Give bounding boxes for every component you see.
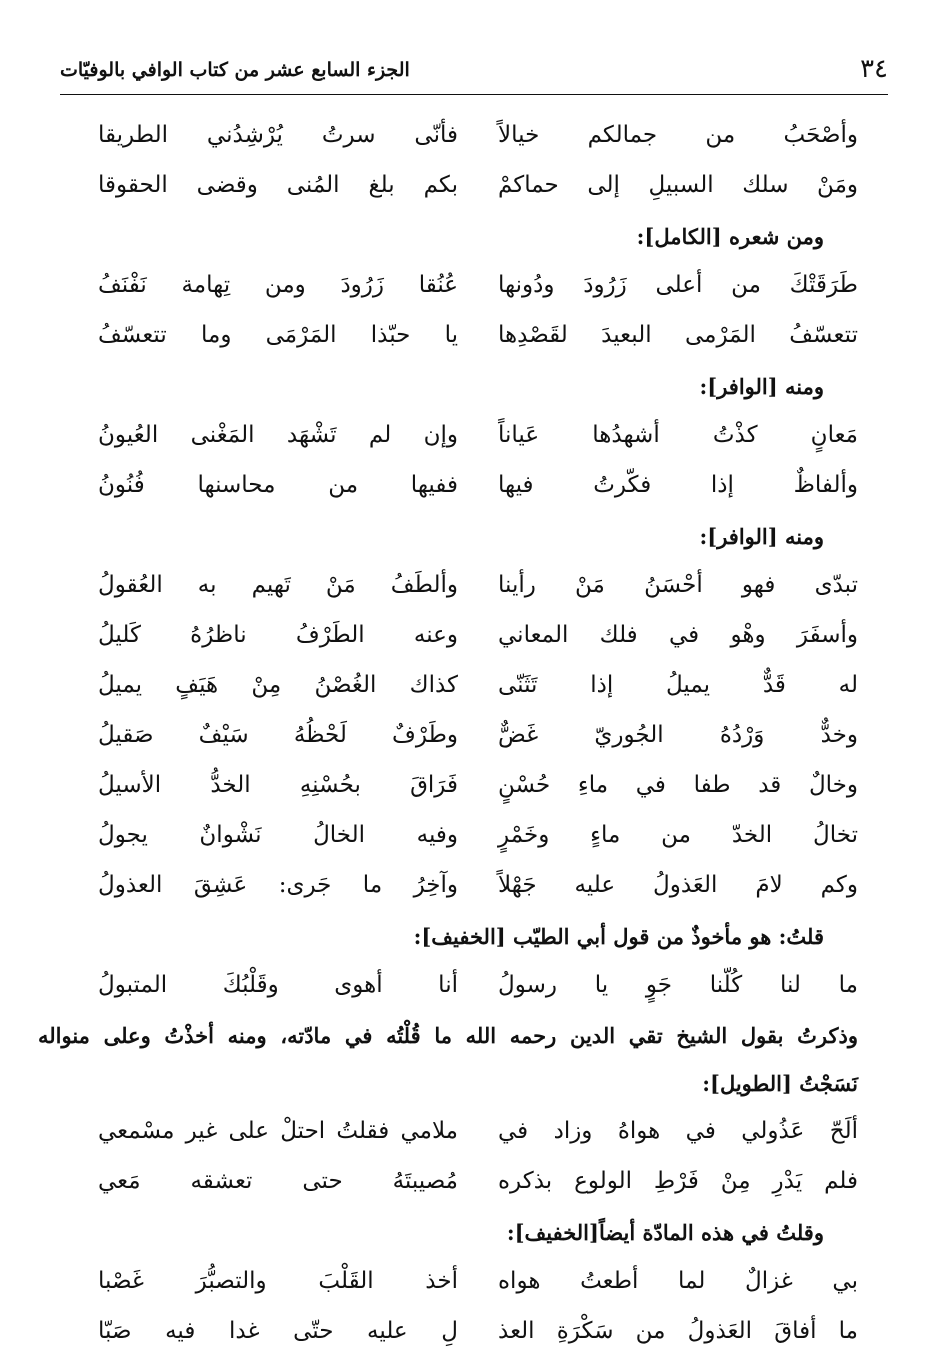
- first-hemistich: وخدٌّ وَرْدُهُ الجُوريّ غَضٌّ: [498, 722, 858, 748]
- first-hemistich: تخالُ الخدّ من ماءٍ وخَمْرٍ: [498, 822, 858, 848]
- second-hemistich: ففيها من محاسنها فُنُونُ: [98, 472, 458, 498]
- verse-line: [40, 1158, 858, 1208]
- first-hemistich: مَعانٍ كذْتُ أشهدُها عَياناً: [498, 422, 858, 448]
- verse-line: [40, 762, 858, 812]
- verse-line: [40, 812, 858, 862]
- second-hemistich: فأنّى سرتُ يُرْشِدُني الطريقا: [98, 122, 458, 148]
- prose-paragraph: [40, 1012, 858, 1108]
- first-hemistich: وخالٌ قد طفا في ماءِ حُسْنٍ: [498, 772, 858, 798]
- second-hemistich: مُصيبتَهُ حتى تعشقه مَعي: [98, 1168, 458, 1194]
- first-hemistich: فلم يَدْرِ مِنْ فَرْطِ الولوع بذكره: [498, 1168, 858, 1194]
- first-hemistich: ومَنْ سلك السبيلِ إلى حماكمْ: [498, 172, 858, 198]
- second-hemistich: بكم بلغ المُنى وقضى الحقوقا: [98, 172, 458, 198]
- second-hemistich: فَرَاقَ بحُسْنِهِ الخدُّ الأسيلُ: [98, 772, 458, 798]
- verse-line: [40, 112, 858, 162]
- second-hemistich: كذاك الغُصْنُ مِنْ هَيَفٍ يميلُ: [98, 672, 458, 698]
- page-header: [60, 50, 888, 95]
- second-hemistich: أخذ القَلْبَ والتصبُّرَ غَصْبا: [98, 1268, 458, 1294]
- verse-line: [40, 662, 858, 712]
- first-hemistich: بي غزالٌ لما أطعتُ هواه: [498, 1268, 858, 1294]
- first-hemistich: وأسفَرَ وهْو في فلك المعاني: [498, 622, 858, 648]
- poem-intro: قلتُ: هو مأخوذٌ من قول أبي الطيّب [الخفيف]:: [413, 924, 824, 949]
- first-hemistich: وأصْحَبُ من جمالكم خيالاً: [498, 122, 858, 148]
- second-hemistich: وفيه الخالُ نَشْوانٌ يجولُ: [98, 822, 458, 848]
- verse-line: [40, 412, 858, 462]
- first-hemistich: طَرَقَتْكَ من أعلى زَرُودَ ودُونها: [498, 272, 858, 298]
- running-title: الجزء السابع عشر من كتاب الوافي بالوفيّات: [60, 59, 410, 81]
- verse-line: [40, 612, 858, 662]
- second-hemistich: وآخِرُ ما جَرى: عَشِقَ العذولُ: [98, 872, 458, 898]
- verse-line: [40, 862, 858, 912]
- verse-line: [40, 712, 858, 762]
- second-hemistich: يا حبّذا المَرْمَى وما تتعسّفُ: [98, 322, 458, 348]
- prose-line: نَسَجْتُ [الطويل]:: [702, 1071, 858, 1096]
- verse-line: [40, 1308, 858, 1358]
- second-hemistich: وطَرْفٌ لَحْظُهُ سَيْفٌ صَقيلُ: [98, 722, 458, 748]
- second-hemistich: وإن لم تَشْهَد المَغْنى العُيونُ: [98, 422, 458, 448]
- verse-line: [40, 162, 858, 212]
- poem-intro: ومنه [الوافر]:: [699, 374, 824, 399]
- first-hemistich: ما أفاقَ العَذولُ من سَكْرَةِ العذ: [498, 1318, 858, 1344]
- verse-line: [40, 462, 858, 512]
- second-hemistich: وعنه الطَرْفُ ناظرُهُ كَليلُ: [98, 622, 458, 648]
- verse-line: [40, 1258, 858, 1308]
- second-hemistich: وألطَفُ مَنْ تَهيم به العُقولُ: [98, 572, 458, 598]
- page-number: ٣٤: [860, 54, 888, 84]
- verse-line: [40, 312, 858, 362]
- poem-intro: وقلتُ في هذه المادّة أيضاً[الخفيف]:: [506, 1220, 824, 1245]
- prose-line: وذكرتُ بقول الشيخ تقي الدين رحمه الله ما قُلْتُه في مادّته، ومنه أخذْتُ وعلى منواله: [38, 1023, 858, 1048]
- first-hemistich: وكم لامَ العَذولُ عليه جَهْلاً: [498, 872, 858, 898]
- verse-line: [40, 962, 858, 1012]
- first-hemistich: ما لنا كُلّنا جَوٍ يا رسولُ: [498, 972, 858, 998]
- second-hemistich: أنا أهوى وقَلْبُكَ المتبولُ: [98, 972, 458, 998]
- first-hemistich: له قَدٌّ يميلُ إذا تَثَنّى: [498, 672, 858, 698]
- verse-line: [40, 1108, 858, 1158]
- poem-intro: ومن شعره [الكامل]:: [636, 224, 824, 249]
- first-hemistich: وألفاظٌ إذا فكّرتُ فيها: [498, 472, 858, 498]
- first-hemistich: ألَحّ عَذُولي في هواهُ وزاد في: [498, 1118, 858, 1144]
- second-hemistich: ملامي فقلتُ احتلْ على غير مسْمعي: [98, 1118, 458, 1144]
- poem-intro: ومنه [الوافر]:: [699, 524, 824, 549]
- second-hemistich: عُنُقا زَرُودَ ومن تِهامة نَفْنَفُ: [98, 272, 458, 298]
- first-hemistich: تتعسّفُ المَرْمى البعيدَ لقَصْدِها: [498, 322, 858, 348]
- page-body: [40, 112, 858, 1358]
- verse-line: [40, 262, 858, 312]
- second-hemistich: لِ عليه حتّى غدا فيه صَبّا: [98, 1318, 458, 1344]
- first-hemistich: تبدّى فهو أحْسَنُ مَنْ رأينا: [498, 572, 858, 598]
- verse-line: [40, 562, 858, 612]
